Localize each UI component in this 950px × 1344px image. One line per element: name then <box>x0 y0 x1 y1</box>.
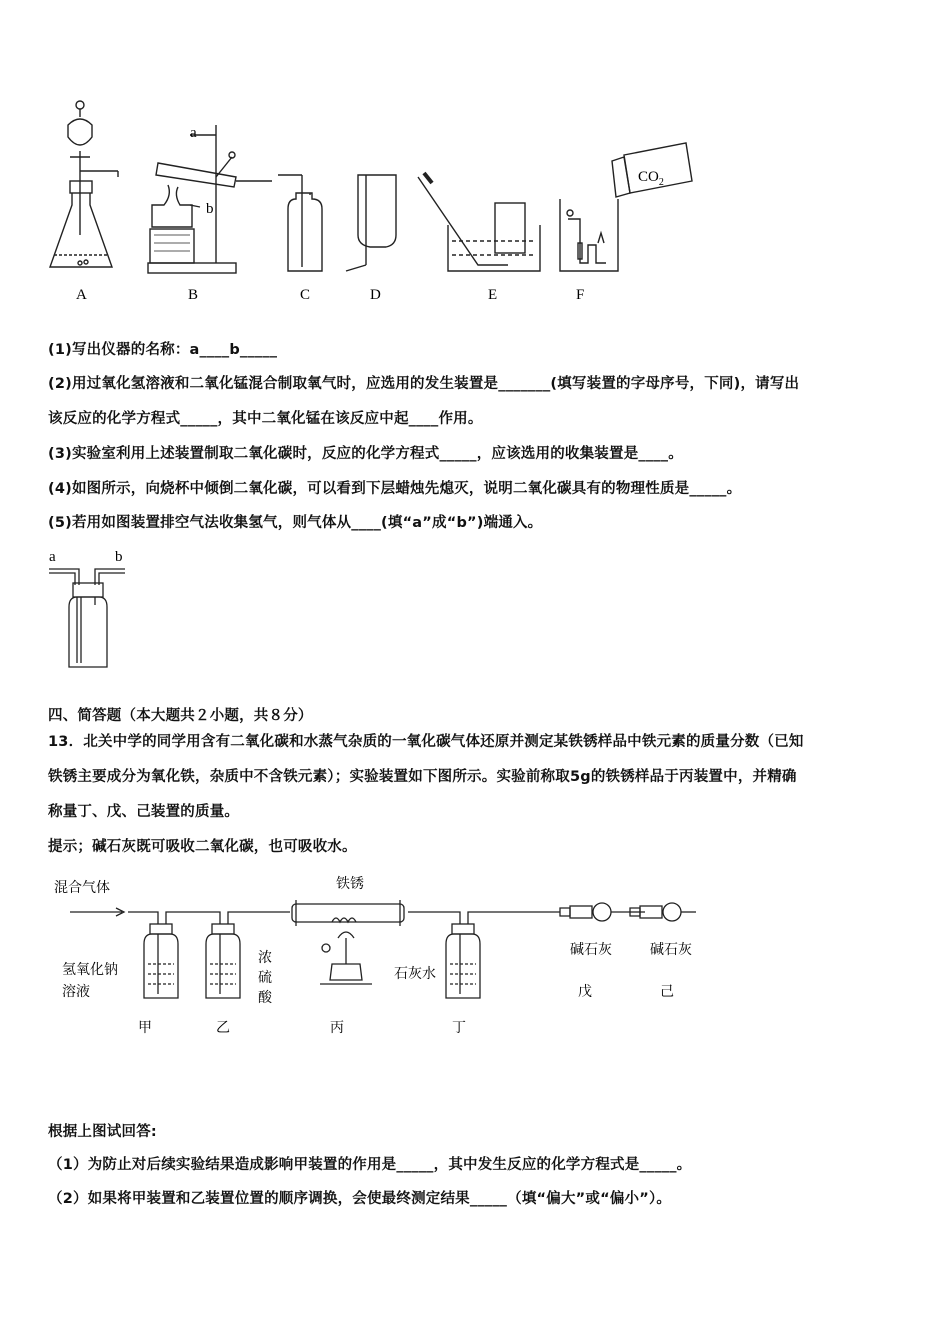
acid-label-2: 硫 <box>258 970 272 986</box>
apparatus-b <box>148 125 272 273</box>
label-a: A <box>76 287 87 303</box>
label-c: C <box>300 287 311 303</box>
apparatus-labels <box>76 287 584 303</box>
device-yi: 乙 <box>216 1020 230 1036</box>
device-bing: 丙 <box>330 1020 344 1036</box>
q13-hint: 提示；碱石灰既可吸收二氧化碳，也可吸收水。 <box>48 839 357 855</box>
q12-part5: (5)若用如图装置排空气法收集氢气，则气体从____(填“a”成“b”)端通入。 <box>48 515 543 531</box>
section4-heading: 四、简答题（本大题共２小题，共８分） <box>48 708 313 724</box>
co2-formula: $CO_2$ <box>638 169 664 188</box>
apparatus-figure <box>40 95 720 310</box>
device-ji: 己 <box>660 984 674 1000</box>
answer-part1: （1）为防止对后续实验结果造成影响甲装置的作用是_____，其中发生反应的化学方程式是_____。 <box>48 1157 692 1173</box>
port-a: a <box>49 549 56 565</box>
acid-label-3: 酸 <box>258 990 272 1006</box>
sodalime-label-wu: 碱石灰 <box>570 942 612 958</box>
sodalime-label-ji: 碱石灰 <box>650 942 692 958</box>
experiment-figure <box>40 868 720 1038</box>
naoh-label-1: 氢氧化钠 <box>62 962 118 978</box>
q12-part4: (4)如图所示，向烧杯中倾倒二氧化碳，可以看到下层蜡烛先熄灭，说明二氧化碳具有的物理性质是_____。 <box>48 481 742 497</box>
limewater-label: 石灰水 <box>394 966 436 982</box>
label-b: B <box>188 287 199 303</box>
label-f: F <box>576 287 585 303</box>
q12-part3: (3)实验室利用上述装置制取二氧化碳时，反应的化学方程式_____，应该选用的收集装置是____。 <box>48 446 683 462</box>
apparatus-e <box>418 173 540 271</box>
answers-intro: 根据上图试回答: <box>48 1124 157 1140</box>
q12-part2-line1: (2)用过氧化氢溶液和二氧化锰混合制取氧气时，应选用的发生装置是_______(填写装置的字母序号，下同)，请写出 <box>48 376 800 392</box>
q12-part1: (1)写出仪器的名称：a____b_____ <box>48 342 278 358</box>
collection-bottle-figure <box>45 545 145 675</box>
answer-part2: （2）如果将甲装置和乙装置位置的顺序调换，会使最终测定结果_____（填“偏大”或“偏小”）。 <box>48 1191 672 1207</box>
label-e: E <box>488 287 498 303</box>
label-d: D <box>370 287 381 303</box>
q13-line1: 13．北关中学的同学用含有二氧化碳和水蒸气杂质的一氧化碳气体还原并测定某铁锈样品中铁元素的质量分数（已知 <box>48 734 804 750</box>
device-ding: 丁 <box>452 1020 466 1036</box>
apparatus-f <box>560 143 692 271</box>
apparatus-a <box>50 101 118 267</box>
device-jia: 甲 <box>138 1020 152 1036</box>
device-wu: 戊 <box>578 984 592 1000</box>
rust-label: 铁锈 <box>336 876 364 892</box>
q13-line3: 称量丁、戊、己装置的质量。 <box>48 804 240 820</box>
port-b: b <box>115 549 123 565</box>
gas-in-label: 混合气体 <box>54 880 110 896</box>
apparatus-c <box>278 175 322 271</box>
apparatus-d <box>346 175 396 271</box>
q13-line2: 铁锈主要成分为氧化铁，杂质中不含铁元素）；实验装置如下图所示。实验前称取5g的铁锈样品于丙装置中，并精确 <box>48 769 797 785</box>
pointer-b: b <box>206 201 214 217</box>
q12-part2-line2: 该反应的化学方程式_____，其中二氧化锰在该反应中起____作用。 <box>48 411 483 427</box>
acid-label-1: 浓 <box>258 950 272 966</box>
naoh-label-2: 溶液 <box>62 984 90 1000</box>
pointer-a: a <box>190 125 197 141</box>
